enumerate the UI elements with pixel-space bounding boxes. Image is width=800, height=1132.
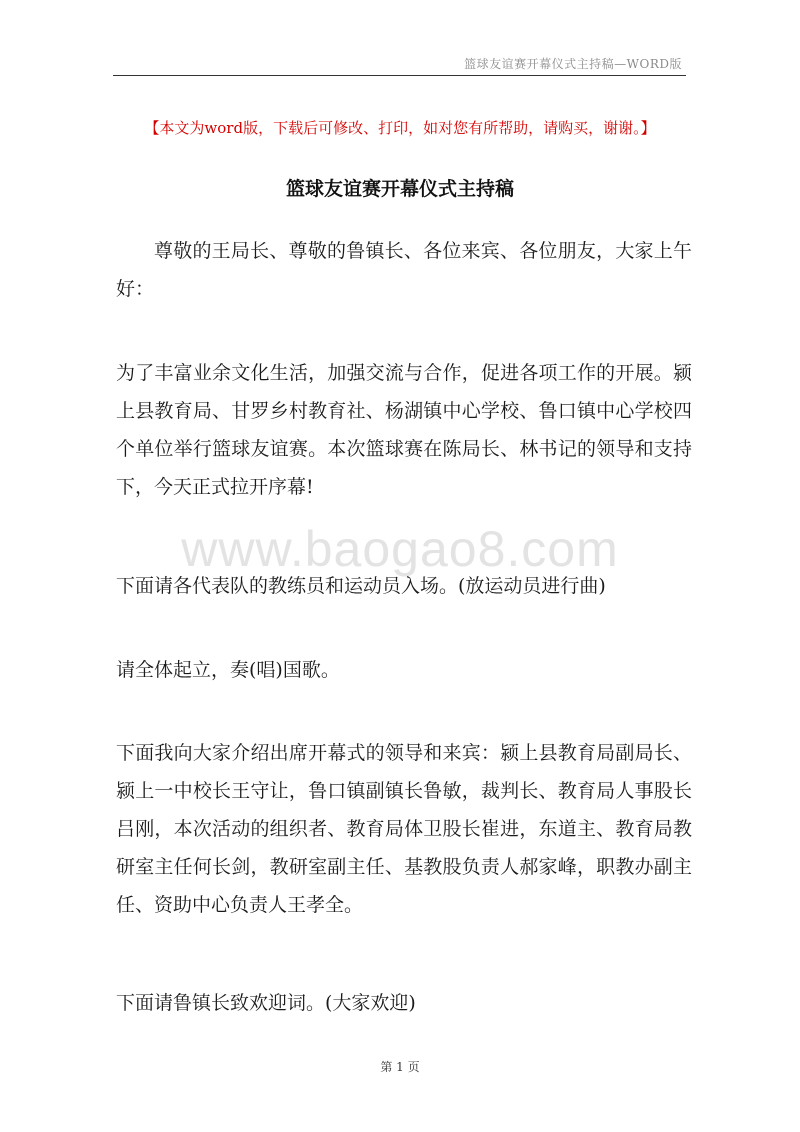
athletes-entrance-paragraph: 下面请各代表队的教练员和运动员入场。(放运动员进行曲)	[116, 575, 606, 597]
greeting-paragraph: 尊敬的王局长、尊敬的鲁镇长、各位来宾、各位朋友，大家上午好：	[116, 240, 692, 300]
page-number: 第 1 页	[380, 1060, 420, 1074]
guest-introduction-paragraph: 下面我向大家介绍出席开幕式的领导和来宾：颍上县教育局副局长、颍上一中校长王守让，鲁口镇副镇长鲁敏，裁判长、教育局人事股长吕刚，本次活动的组织者、教育局体卫股长崔进，东道主、教育局教研室主任何长剑，教研室副主任、基教股负责人郝家峰，职教办副主任、资助中心负责人王孝全。	[116, 742, 692, 916]
header-divider	[113, 75, 686, 76]
national-anthem-paragraph: 请全体起立，奏(唱)国歌。	[116, 659, 340, 681]
intro-paragraph: 为了丰富业余文化生活，加强交流与合作，促进各项工作的开展。颍上县教育局、甘罗乡村教育社、杨湖镇中心学校、鲁口镇中心学校四个单位举行篮球友谊赛。本次篮球赛在陈局长、林书记的领导和支持下，今天正式拉开序幕!	[116, 362, 692, 498]
welcome-speech-paragraph: 下面请鲁镇长致欢迎词。(大家欢迎)	[116, 992, 416, 1014]
running-header: 篮球友谊赛开幕仪式主持稿—WORD版	[464, 57, 682, 71]
site-watermark: www.baogao8.com	[181, 521, 619, 577]
download-notice: 【本文为word版，下载后可修改、打印，如对您有所帮助，请购买，谢谢。】	[144, 119, 656, 137]
document-title: 篮球友谊赛开幕仪式主持稿	[285, 178, 514, 200]
